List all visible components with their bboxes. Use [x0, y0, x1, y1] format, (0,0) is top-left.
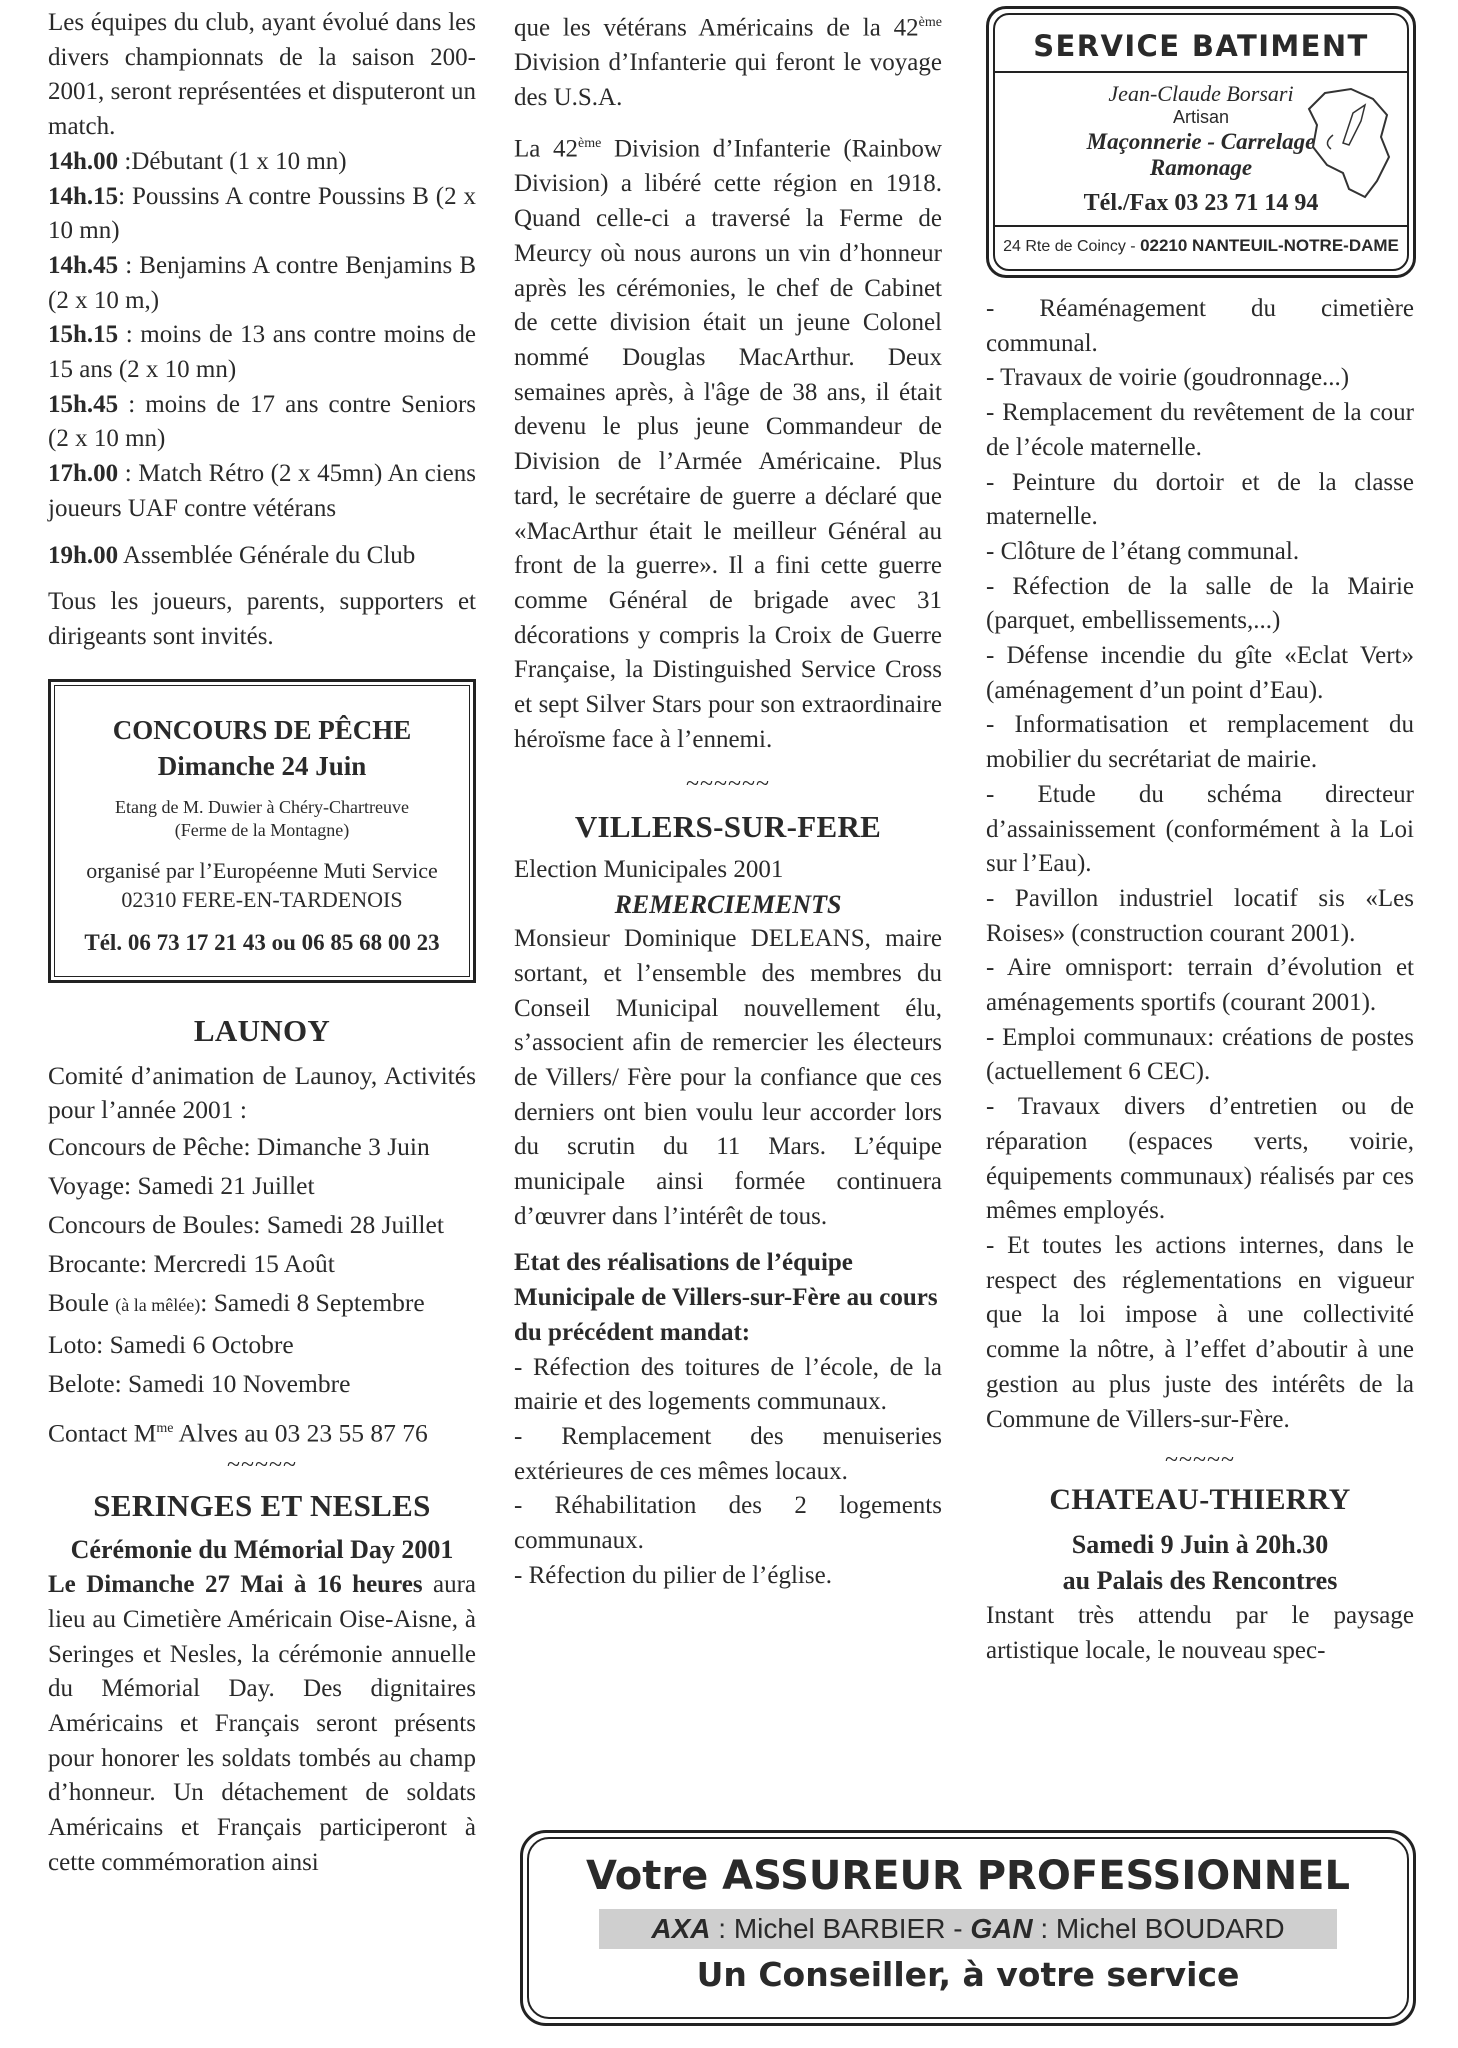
launoy-item: Belote: Samedi 10 Novembre: [48, 1368, 351, 1398]
achievement-item: - Travaux divers d’entretien ou de réparation (espaces verts, voirie, équipements communaux) réalisés par ces mêmes employés.: [986, 1093, 1414, 1225]
schedule-item: 15h.15 : moins de 13 ans contre moins de 15 ans (2 x 10 mn): [48, 321, 476, 384]
achievement-item: - Réaménagement du cimetière communal.: [986, 295, 1414, 357]
thanks-heading: REMERCIEMENTS: [614, 890, 842, 920]
achievement-item: - Remplacement du revêtement de la cour de l’école maternelle.: [986, 399, 1414, 461]
achievement-item: - Pavillon industriel locatif sis «Les Roises» (construction courant 2001).: [986, 884, 1414, 947]
schedule-item: 15h.45 : moins de 17 ans contre Seniors (2 x 10 mn): [48, 390, 476, 453]
column-2: [514, 6, 942, 1593]
separator: ~~~~~~: [686, 771, 770, 798]
launoy-list: [48, 1059, 476, 1453]
etat-title: Etat des réalisations de l’équipe Municipale de Villers-sur-Fère au cours du précédent mandat:: [514, 1249, 938, 1346]
launoy-item: Brocante: Mercredi 15 Août: [48, 1248, 335, 1278]
department-map-icon: [1303, 85, 1393, 205]
rainbow-para-2: La 42ème Division d’Infanterie (Rainbow Division) a libéré cette région en 1918. Quand celle-ci a traversé la Ferme de Meurcy où nous aurons un vin d’honneur après les cérémonies, le chef de Cabinet de cette division était un jeune Colonel nommé Douglas MacArthur. Deux semaines après, à l'âge de 38 ans, il était devenu le plus jeune Commandeur de Division de l’Armée Américaine. Plus tard, le secrétaire de guerre a déclaré que «MacArthur était le meilleur Général au front de la guerre». Il a fini cette guerre comme Général de brigade avec 31 décorations y compris la Croix de Guerre Française, la Distinguished Service Cross et sept Silver Stars pour son extraordinaire héroïsme face à l’ennemi.: [514, 135, 942, 753]
achievement-item: - Et toutes les actions internes, dans le respect des réglementations en vigueur que la loi impose à une collectivité comme la nôtre, à l’effet d’aboutir à une gestion au plus juste des intérêts de la Commune de Villers-sur-Fère.: [986, 1231, 1414, 1433]
insurance-title: Votre ASSUREUR PROFESSIONNEL: [586, 1853, 1350, 1899]
insurance-ad: [520, 1830, 1416, 2026]
thanks-text: Monsieur Dominique DELEANS, maire sortant, et l’ensemble des membres du Conseil Municipal nouvellement élu, s’associent afin de remercier les électeurs de Villers/ Fère pour la confiance que ces derniers ont bien voulu leur accorder lors du scrutin du 11 Mars. L’équipe municipale ainsi formée continuera d’œuvrer dans l’intérêt de tous.: [514, 925, 942, 1230]
villers-title: VILLERS-SUR-FERE: [574, 809, 882, 845]
service-batiment-ad: [986, 6, 1416, 278]
achievement-item: - Aire omnisport: terrain d’évolution et aménagements sportifs (courant 2001).: [986, 954, 1414, 1017]
etat-item: - Remplacement des menuiseries extérieures de ces mêmes locaux.: [514, 1422, 942, 1485]
match-schedule: [48, 145, 476, 573]
schedule-item: 14h.45 : Benjamins A contre Benjamins B (2 x 10 m,): [48, 251, 476, 314]
ad-title: SERVICE BATIMENT: [995, 15, 1407, 73]
launoy-intro: Comité d’animation de Launoy, Activités pour l’année 2001 :: [48, 1060, 476, 1124]
club-intro: Les équipes du club, ayant évolué dans les divers championnats de la saison 200-2001, seront représentées et disputeront un match.: [48, 9, 476, 141]
contest-phone: Tél. 06 73 17 21 43 ou 06 85 68 00 23: [84, 929, 440, 955]
contest-org-2: 02310 FERE-EN-TARDENOIS: [121, 886, 403, 912]
launoy-item: Voyage: Samedi 21 Juillet: [48, 1170, 315, 1200]
launoy-title: LAUNOY: [193, 1012, 331, 1048]
separator: ~~~~~: [227, 1452, 297, 1479]
launoy-contact: Contact $M^{me}$ Alves au 03 23 55 87 76: [48, 1418, 428, 1448]
contest-org-1: organisé par l’Européenne Muti Service: [86, 857, 438, 883]
contest-date: Dimanche 24 Juin: [157, 750, 367, 781]
achievement-item: - Informatisation et remplacement du mobilier du secrétariat de mairie.: [986, 711, 1414, 774]
achievement-item: - Réfection de la salle de la Mairie (parquet, embellissements,...): [986, 572, 1414, 635]
invite-text: Tous les joueurs, parents, supporters et dirigeants sont invités.: [48, 588, 476, 650]
ad-services-2: Ramonage: [1149, 155, 1253, 180]
chateau-place: au Palais des Rencontres: [1062, 1566, 1338, 1596]
election-line: Election Municipales 2001: [514, 856, 784, 884]
contest-place-2: (Ferme de la Montagne): [174, 819, 350, 840]
achievement-item: - Etude du schéma directeur d’assainissement (conformément à la Loi sur l’Eau).: [986, 780, 1414, 878]
ad-services-1: Maçonnerie - Carrelage: [1086, 129, 1316, 154]
memorial-text: Le Dimanche 27 Mai à 16 heures aura lieu au Cimetière Américain Oise-Aisne, à Seringes et Nesles, la cérémonie annuelle du Mémorial Day. Des dignitaires Américains et Français seront présents pour honorer les soldats tombés au champ d’honneur. Un détachement de soldats Américains et Français participeront à cette commémoration ainsi: [48, 1571, 476, 1876]
separator: ~~~~~: [1165, 1447, 1235, 1474]
etat-item: - Réfection des toitures de l’école, de la mairie et des logements communaux.: [514, 1353, 942, 1416]
chateau-text: Instant très attendu par le paysage artistique locale, le nouveau spec-: [986, 1602, 1414, 1664]
seringes-title: SERINGES ET NESLES: [93, 1488, 431, 1524]
achievement-item: - Peinture du dortoir et de la classe maternelle.: [986, 468, 1414, 531]
achievement-item: - Travaux de voirie (goudronnage...): [986, 364, 1350, 392]
column-3: [986, 292, 1414, 1669]
launoy-item: Boule (à la mêlée): Samedi 8 Septembre: [48, 1287, 425, 1317]
achievement-item: - Clôture de l’étang communal.: [986, 537, 1300, 565]
fishing-contest-box: [48, 679, 476, 983]
ad-address: 24 Rte de Coincy - 02210 NANTEUIL-NOTRE-DAME: [1003, 236, 1399, 255]
rainbow-para-1: que les vétérans Américains de la 42ème Division d’Infanterie qui feront le voyage des U.S.A.: [514, 14, 942, 111]
etat-item: - Réfection du pilier de l’église.: [514, 1561, 832, 1589]
memorial-title: Cérémonie du Mémorial Day 2001: [70, 1535, 454, 1565]
insurance-agents: AXA : Michel BARBIER - GAN : Michel BOUDARD: [599, 1909, 1337, 1949]
contest-place-1: Etang de M. Duwier à Chéry-Chartreuve: [115, 796, 409, 817]
schedule-item: 14h.00 :Débutant (1 x 10 mn): [48, 147, 347, 175]
schedule-item-assembly: 19h.00 Assemblée Générale du Club: [48, 541, 416, 569]
ad-phone: Tél./Fax 03 23 71 14 94: [995, 190, 1407, 227]
schedule-item: 17h.00 : Match Rétro (2 x 45mn) An ciens joueurs UAF contre vétérans: [48, 460, 476, 522]
column-1: [48, 6, 476, 1880]
etat-item: - Réhabilitation des 2 logements communaux.: [514, 1492, 942, 1555]
ad-artisan-role: Artisan: [1172, 107, 1230, 127]
contest-title: CONCOURS DE PÊCHE: [112, 714, 412, 745]
launoy-item: Loto: Samedi 6 Octobre: [48, 1329, 294, 1359]
schedule-item: 14h.15: Poussins A contre Poussins B (2 x 10 mn): [48, 182, 476, 245]
ad-artisan-name: Jean-Claude Borsari: [1108, 81, 1294, 106]
chateau-title: CHATEAU-THIERRY: [1049, 1483, 1351, 1517]
achievement-item: - Emploi communaux: créations de postes (actuellement 6 CEC).: [986, 1023, 1414, 1086]
launoy-item: Concours de Boules: Samedi 28 Juillet: [48, 1209, 444, 1239]
chateau-date: Samedi 9 Juin à 20h.30: [1071, 1530, 1329, 1560]
achievement-item: - Défense incendie du gîte «Eclat Vert» (aménagement d’un point d’Eau).: [986, 642, 1414, 704]
insurance-slogan: Un Conseiller, à votre service: [696, 1955, 1240, 1994]
launoy-item: Concours de Pêche: Dimanche 3 Juin: [48, 1131, 430, 1161]
